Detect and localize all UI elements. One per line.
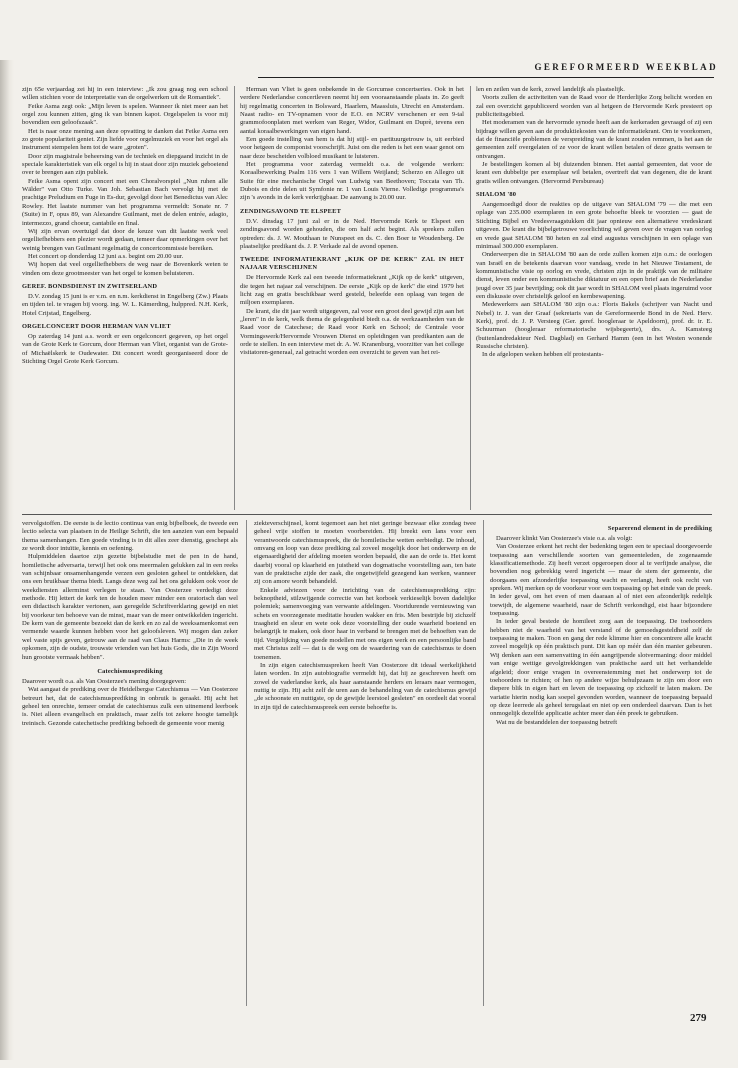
- paragraph: Feike Asma zegt ook: „Mijn leven is spelen. Wanneer ik niet meer aan het orgel zou kunnen zitten, ging ik van binnen kapot. Orgelspelen is voor mij bovendien een geloofszaak".: [22, 102, 228, 127]
- paragraph: Daarover klinkt Van Oosterzee's visie o.a. als volgt:: [496, 535, 633, 542]
- section-heading: ZENDINGSAVOND TE ELSPEET: [240, 207, 342, 215]
- paragraph: len en zeilen van de kerk, zowel landelijk als plaatselijk.: [476, 86, 625, 93]
- binding-shadow: [0, 60, 14, 1060]
- section-heading: SHALOM '80: [476, 191, 517, 199]
- paragraph: zijn 65e verjaardag zei hij in een interview: „Ik zou graag nog een school willen stichten voor de interpretatie van de orgelwerken uit de Romantiek".: [22, 86, 228, 102]
- column-divider: [234, 86, 235, 510]
- section-divider: [22, 514, 712, 515]
- paragraph: Een goede instelling van hem is dat hij stijl- en partituurgetrouw is, uit eerbied voor hetgeen de componist voorschrijft. Juist om die reden is het een waar genot om naar deze bescheiden volbloed musikant te luisteren.: [240, 136, 464, 160]
- paragraph: Het concert op donderdag 12 juni a.s. begint om 20.00 uur.: [28, 252, 184, 260]
- section-heading: Catechismusprediking: [97, 667, 163, 675]
- column-5: [254, 520, 476, 1008]
- paragraph: De Hervormde Kerk zal een tweede informatiekrant „Kijk op de kerk" uitgeven, die tegen het najaar zal verschijnen. De eerste „Kijk op de kerk" die eind 1979 het licht zag en gratis beschikbaar werd gesteld, beleefde een oplaag van tegen de miljoen exemplaren.: [240, 274, 464, 307]
- paragraph: Herman van Vliet is geen onbekende in de Gorcumse concertseries. Ook in het verdere Nederlandse concertleven neemt hij een vooraanstaande plaats in. Zo geeft hij regelmatig concerten in Bolsward, Haarlem, Maassluis, Utrecht en Amsterdam. Naast radio- en TV-opnamen voor de E.O. en NCRV verschenen er een 9-tal grammofoonplaten met werken van Reger, Widor, Guilmant en Duprè, tevens een aantal koraalbewerkingen van eigen hand.: [240, 86, 464, 135]
- paragraph: vervolgstoffen. De eerste is de lectio continua van enig bijbelboek, de tweede een lectio selecta van plaatsen in de Heilige Schrift, die ten aanzien van een bepaald thema samenhangen. Een goede vinding is in dit alles zeer dienstig, geschept als ze wordt door intuïtie, kennis en oefening.: [22, 520, 238, 553]
- page-number: 279: [690, 1012, 707, 1024]
- column-divider: [470, 86, 471, 510]
- paragraph: Op zaterdag 14 juni a.s. wordt er een orgelconcert gegeven, op het orgel van de Grote Kerk te Gorcum, door Herman van Vliet, organist van de Grote- of Michaëlskerk te Oudewater. Dit concert wordt georganiseerd door de Stichting Orgel Grote Kerk Gorcum.: [22, 332, 228, 365]
- paragraph: Van Oosterzee erkent het recht der bedenking tegen een te speciaal doorgevoerde toepassing aan verschillende soorten van gemeenteleden, de zogenaamde klassificatiemethode. Zij heeft verzet opgeroepen door al te verfijnde analyse, die bovendien nog gebrekkig werd ingericht — maar de stem der gemeente, die doorgaans een afzonderlijke toepassing wacht en verlangt, heeft ook recht van spreken. Wij merken op de voorkeur voor een toepassing op het einde van de preek. In ieder geval, om het even of men daaraan al of niet een afzonderlijk redelijk toewijdt, de algemene waarheid, naar de Schrift verkondigd, eist haar bijzondere toepassing.: [490, 543, 712, 618]
- paragraph: Wat aangaat de prediking over de Heidelbergse Catechismus — Van Oosterzee betreurt het, dat de catechismusprediking in onbruik is geraakt. Hij acht het geheel ten onrechte, temeer omdat de catechismus zulk een uitnemend leerboek is. Niet alleen evangelisch en praktisch, maar zelfs tot zekere hoogte tamelijk treinisch. Gezonde catechetische prediking behoedt de gemeente voor menig: [22, 686, 238, 727]
- paragraph: Je bestellingen komen al bij duizenden binnen. Het aantal gemeenten, dat voor de krant een dubbeltje per exemplaar wil betalen, overtreft dat van degenen, die de krant gratis willen ontvangen. (Hervormd Persbureau): [476, 161, 712, 185]
- column-3: [476, 86, 712, 512]
- paragraph: ziekteverschijnsel, komt tegemoet aan het niet geringe bezwaar elke zondag twee geheel vrije stoffen te moeten voorbereiden. Hij breekt een lans voor een verantwoorde catechismuspreek, die de homiletische wetten eerbiedigt. De inhoud, omvang en loop van deze prediking zal zoveel mogelijk door het onderwerp en de eigenaardigheid der afdeling moeten worden bepaald, die aan de orde is. Het komt daarbij vooral op klaarheid en juistheid van dogmatische voorstelling aan, ten bate van de praktische zijde der zaak, die ongetwijfeld gezegend kan werken, wanneer zij con amore wordt behandeld.: [254, 520, 476, 586]
- paragraph: Het is naar onze mening aan deze opvatting te danken dat Feike Asma een zo grote populariteit geniet. Zijn liefde voor orgelmuziek en voor het orgel als instrument stempelen hem tot de ware „groten".: [22, 127, 228, 152]
- paragraph: Hulpmiddelen daartoe zijn gezette bijbelstudie met de pen in de hand, homiletische adversaria, terwijl het ook ons meermalen gelukken zal in een reeks van schijnbaar onsamenhangende verzen een gesloten geheel te ontdekken, dat ons een bruikbaar thema biedt. Langs deze weg zal het ons gelukken ook voor de weekdiensten allerminst verlegen te staan. Van Oosterzee verdedigt deze methode. Hij lettert de kerk ten de houden meer minder een oratorisch dan wel een didactisch karakter vertonen, aan geregelde Schriftverklaring gewijd en niet bij voorkeur ten behoeve van de minst, maar van de meer ontwikkelden ingericht. De kern van de gemeente bezoekt dan de kerk en zo zal de weeksamenkomst een vermende waarde kunnen hebben voor het geloofsleven. Wij mogen dan zeker wel vaste spijs geven, getrouw aan de raad van Claus Harms: „Die in de week opkomen, zijn de oudste, trouwste vrienden van het huis Gods, die in Zijn Woord hun grootste vermaak hebben".: [22, 553, 238, 661]
- paragraph: Wij zijn ervan overtuigd dat door de keuze van dit laatste werk veel orgelliefhebbers een plezier wordt gedaan, temeer daar opmerkingen over het weinig brengen van Guilmant regelmatig de concertcommissie bereiken.: [22, 227, 228, 252]
- section-heading: GEREF. BONDSDIENST IN ZWITSERLAND: [22, 282, 158, 290]
- column-4: [22, 520, 238, 1008]
- paragraph: Feike Asma opent zijn concert met een Choralvorspiel „Nun ruhen alle Wälder" van Otto Turke. Van Joh. Sebastian Bach vervolgt hij met de prachtige Preludium en Fuge in Es-dur, gevolgd door het Benedictus van Alec Rowley. Het laatste nummer van het programma vermeldt: Sonate nr. 7 (Suite) in F, opus 89, van Alexandre Guilmant, met de delen entrée, adagio, intermezzo, grand choeur, cantabile en final.: [22, 177, 228, 227]
- paragraph: D.V. zondag 15 juni is er v.m. en n.m. kerkdienst in Engelberg (Zw.) Plaats en tijden tel. te vragen bij voorg. ing. W. L. Kämerding, hulppred. N.H. Kerk, Hotel Crijstad, Engelberg.: [22, 292, 228, 317]
- paragraph: D.V. dinsdag 17 juni zal er in de Ned. Hervormde Kerk te Elspeet een zendingsavond worden gehouden, die om half acht begint. Als sprekers zullen optreden: ds. J. W. Mouthaan te Nunspeet en ds. C. den Boer te Woudenberg. De plaatselijke predikant ds. J. P. Verkade zal de avond openen.: [240, 217, 464, 250]
- column-divider: [246, 520, 247, 1006]
- paragraph: De krant, die dit jaar wordt uitgegeven, zal voor een groot deel gewijd zijn aan het „leren" in de kerk, welk thema de gelegenheid biedt o.a. de werkzaamheden van de Raad voor de Catechese; de Raad voor Kerk en School; de Centrale voor Vormingswerk/Hervormde Vrouwen Dienst en opleidingen van predikanten aan de orde te stellen. In een interview met dr. A. W. Kranenburg, voorzitter van het college visitatoren-generaal, zal getracht worden een overzicht te geven van het rei-: [240, 307, 464, 357]
- running-header: GEREFORMEERD WEEKBLAD: [534, 62, 718, 72]
- paragraph: Aangemoedigd door de reakties op de uitgave van SHALOM '79 — die met een oplage van 235.000 exemplaren in een grote behoefte bleek te voorzien — gaat de Stichting Bijbel en Vredesvraagstukken dit jaar opnieuw een alternatieve vredeskrant uitgeven. De krant die bijbelgetrouwe voorlichting wil geven over de vragen van oorlog en vrede gaat SHALOM '80 heten en zal eind augustus verschijnen in een oplage van minimaal 300.000 exemplaren.: [476, 201, 712, 250]
- section-heading: TWEEDE INFORMATIEKRANT „KIJK OP DE KERK" ZAL IN HET NAJAAR VERSCHIJNEN: [240, 256, 464, 272]
- column-2: [240, 86, 464, 512]
- paragraph: Onderwerpen die in SHALOM '80 aan de orde zullen komen zijn o.m.: de oorlogen van Israël en de betekenis daarvan voor vandaag, vrede in het Nieuwe Testament, de kommunistische visie op oorlog en vrede, christen zijn in de praktijk van de militaire dienst, leven onder een kommunistische diktatuur en een open brief aan de Nederlandse jeugd over 35 jaar bevrijding; ook dit jaar wordt in SHALOM veel plaats ingeruimd voor een diskussie over christelijk geloof en kernbewapening.: [476, 251, 712, 300]
- paragraph: Het programma voor zaterdag vermeldt o.a. de volgende werken: Koraalbewerking Psalm 116 vers 1 van Willem Weijland; Scherzo en Allegro uit Suite für eine mechanische Orgel van Ludwig van Beethoven; Toccata van Th. Dubois en drie delen uit Symfonie nr. 1 van Louis Vierne. Volledige programma's zijn 's avonds in de kerk verkrijgbaar. De aanvang is 20.00 uur.: [240, 161, 464, 202]
- column-divider: [483, 520, 484, 1006]
- paragraph: Wat nu de bestanddelen der toepassing betreft: [496, 718, 618, 726]
- column-6: [490, 520, 712, 1008]
- section-heading: Separerend element in de prediking: [607, 525, 712, 532]
- paragraph: Daarover wordt o.a. als Van Oosterzee's mening doorgegeven:: [22, 677, 187, 685]
- paragraph: Het moderamen van de hervormde synode heeft aan de kerkeraden gevraagd of zij een bijdrage willen geven aan de produktiekosten van de informatiekrant. Om te voorkomen, dat de financiële problemen de verspreiding van de krant zouden remmen, is het aan de gemeenten zelf overgelaten of ze voor de krant willen betalen of deze gratis wensen te ontvangen.: [476, 119, 712, 160]
- header-rule: [258, 77, 714, 78]
- paragraph: In ieder geval bestede de homileet zorg aan de toepassing. De toehoorders hebben niet de waarheid van het verstand of de gemoedsgesteldheid zelf de toepassing te maken. Toon en gang der rede klimme hier en concentrere alle kracht zoveel mogelijk op één praktisch punt. Dit kan op méér dan één manier gebeuren. Wij denken aan een samenvatting in één aangrijpende slotvermaning: door middel van enige wettige gevolgtrekkingen van praktische aard uit het verhandelde afgeleid; door enige vragen in overeenstemming met het onderwerp tot de toehoorders te richten; of hen op andere wijze behulpzaam te zijn om door een diepere blik in eigen hart en leven de toepassing op zichzelf te laten maken. De variatie hierin nodig kan soepel gevonden worden, wanneer de toepassing bepaald op deze leerrede als geheel terugslaat en niet op een onderdeel daarvan. Dan is het onmogelijk dezelfde applicatie achter meer dan één preek te gebruiken.: [490, 618, 712, 718]
- column-1: [22, 86, 228, 512]
- section-heading: ORGELCONCERT DOOR HERMAN VAN VLIET: [22, 322, 171, 330]
- paragraph: Wij hopen dat veel orgelliefhebbers de weg naar de Bovenkerk weten te vinden om deze grootmeester van het orgel te komen beluisteren.: [22, 261, 228, 277]
- paragraph: In de afgelopen weken hebben elf protestants-: [482, 351, 604, 359]
- paragraph: Enkele adviezen voor de inrichting van de catechismusprediking zijn: beknoptheid, stilzwijgende correctie van het korboek verkieselijk boven dadelijke polemiek; samenvoeging van verwante afdelingen. Voortdurende vernieuwing van schets en voorzegenste meditatie houden wakker en fris. Men bestrijde bij zichzelf traagheid en sleur en wete ook deze voorstelling der oude waarheid boeiend en belangrijk te maken, ook door haar in verband te brengen met de behoeften van de tijd. Vergelijking van goede modellen met ons eigen werk en een persoonlijke band met Christus zelf — dat is de weg om de waardering van de catechismus te doen toenemen.: [254, 586, 476, 661]
- paragraph: In zijn eigen catechismuspreken heeft Van Oosterzee dit ideaal werkelijkheid laten worden. In zijn autobiografie vermeldt hij, dat hij ze geschreven heeft om zowel de vaderlandse kerk, als haar aanstaande herders en leraars naar vermogen, nuttig te zijn. Hij acht zelf de uren aan de behandeling van de catechismus gewijd „de schoonste en nuttigste, op de gewijde leerstoel gesleten" en oordeelt dat vooral in zijn tijd de catechismuspreek een eerste behoefte is.: [254, 661, 476, 711]
- paragraph: Medewerkers aan SHALOM '80 zijn o.a.: Floris Bakels (schrijver van Nacht und Nebel) ir. J. van der Graaf (sekretaris van de Gereformeerde Bond in de Ned. Herv. Kerk), prof. dr. J. P. Versteeg (Ger. geref. hoogleraar te Apeldoorn), prof. dr. ir. E. Schuurman (hoogleraar reformatorische wijsbegeerte), drs. A. Kamsteeg (buitenlandredakteur Ned. Dagblad) en Gerhard Hamm (een in het Westen wonende Russische christen).: [476, 301, 712, 350]
- paragraph: Door zijn magistrale beheersing van de techniek en diepgaand inzicht in de speciale karakteristiek van elk orgel is hij in staat door zijn muziek geboeiend over te brengen aan zijn publiek.: [22, 152, 228, 177]
- paragraph: Voorts zullen de activiteiten van de Raad voor de Herderlijke Zorg belicht worden en zal een overzicht gepubliceerd worden van al hetgeen de Hervormde Kerk presteert op publiciteitsgebied.: [476, 94, 712, 119]
